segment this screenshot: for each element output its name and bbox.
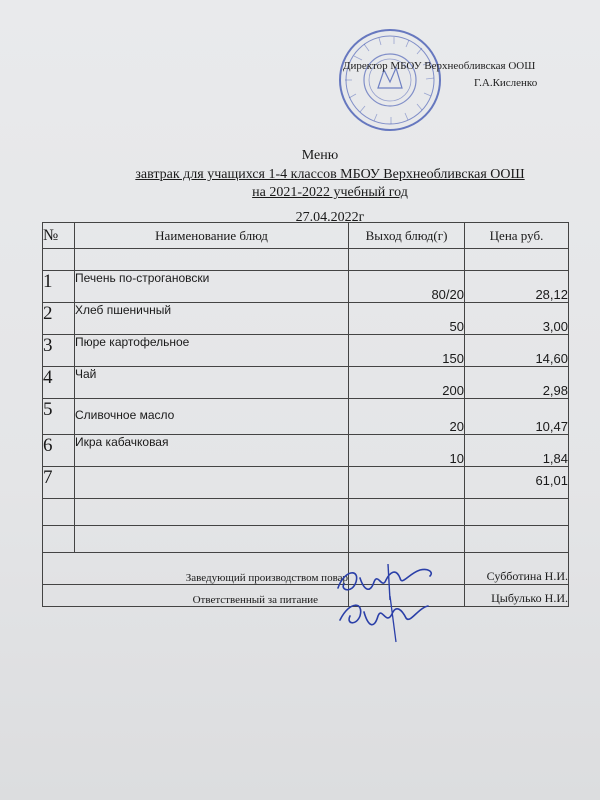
chef-name: Субботина Н.И. xyxy=(465,553,569,585)
table-row xyxy=(43,399,569,435)
row-dish-name: Сливочное масло xyxy=(75,399,349,435)
table-row xyxy=(43,303,569,335)
header-price: Цена руб. xyxy=(465,223,569,249)
table-header-row xyxy=(43,223,569,249)
table-row xyxy=(43,335,569,367)
row-price: 14,60 xyxy=(465,335,569,367)
approval-director-name: Г.А.Кисленко xyxy=(474,77,538,89)
row-output xyxy=(349,467,465,499)
row-num: 4 xyxy=(43,367,75,399)
page-title: Меню xyxy=(301,148,339,163)
row-dish-name xyxy=(75,467,349,499)
header-dish-name: Наименование блюд xyxy=(75,223,349,249)
row-price: 2,98 xyxy=(465,367,569,399)
handwritten-signatures xyxy=(330,560,440,650)
responsible-role: Ответственный за питание xyxy=(43,585,349,607)
official-round-stamp xyxy=(334,26,446,134)
row-output: 150 xyxy=(349,335,465,367)
row-output: 200 xyxy=(349,367,465,399)
row-dish-name: Пюре картофельное xyxy=(75,335,349,367)
row-num: 3 xyxy=(43,335,75,367)
row-num: 7 xyxy=(43,467,75,499)
row-dish-name: Хлеб пшеничный xyxy=(75,303,349,335)
table-row xyxy=(43,367,569,399)
table-row-empty xyxy=(43,499,569,526)
page-subtitle: завтрак для учащихся 1-4 классов МБОУ Верхнеобливская ООШ xyxy=(135,167,525,182)
table-row xyxy=(43,271,569,303)
table-row xyxy=(43,435,569,467)
row-output: 80/20 xyxy=(349,271,465,303)
menu-table xyxy=(42,222,569,607)
row-dish-name: Икра кабачковая xyxy=(75,435,349,467)
row-output: 50 xyxy=(349,303,465,335)
signature-row-chef xyxy=(43,553,569,585)
row-num: 1 xyxy=(43,271,75,303)
table-row-empty xyxy=(43,526,569,553)
responsible-name: Цыбулько Н.И. xyxy=(465,585,569,607)
chef-role: Заведующий производством повар xyxy=(43,553,349,585)
row-price: 3,00 xyxy=(465,303,569,335)
row-price: 1,84 xyxy=(465,435,569,467)
row-total-price: 61,01 xyxy=(465,467,569,499)
table-row-empty xyxy=(43,249,569,271)
row-output: 10 xyxy=(349,435,465,467)
menu-date: 27.04.2022г xyxy=(295,210,365,225)
row-output: 20 xyxy=(349,399,465,435)
approval-director-line: Директор МБОУ Верхнеобливская ООШ xyxy=(343,60,536,72)
signature-row-responsible xyxy=(43,585,569,607)
row-price: 28,12 xyxy=(465,271,569,303)
row-num: 2 xyxy=(43,303,75,335)
row-num: 6 xyxy=(43,435,75,467)
row-price: 10,47 xyxy=(465,399,569,435)
row-dish-name: Чай xyxy=(75,367,349,399)
row-num: 5 xyxy=(43,399,75,435)
header-num: № xyxy=(43,223,75,249)
school-year: на 2021-2022 учебный год xyxy=(252,185,408,200)
row-dish-name: Печень по-строгановски xyxy=(75,271,349,303)
table-row-total xyxy=(43,467,569,499)
header-output: Выход блюд(г) xyxy=(349,223,465,249)
